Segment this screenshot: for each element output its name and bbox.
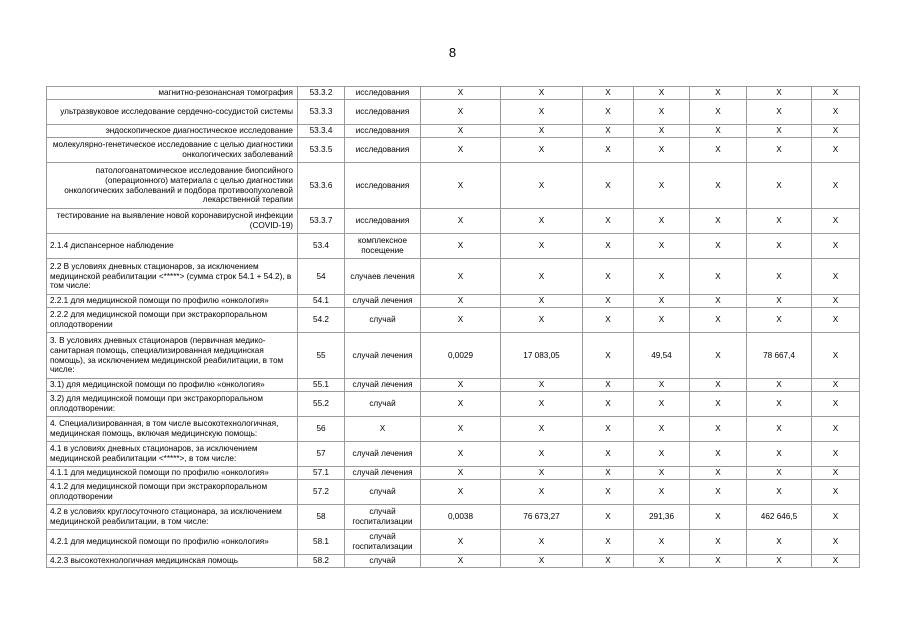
row-value-cell: X — [690, 234, 747, 259]
row-value-cell: X — [690, 333, 747, 379]
row-code-cell: 55.1 — [298, 379, 345, 392]
row-unit-cell: исследования — [345, 138, 421, 163]
row-value-cell: X — [583, 87, 634, 100]
row-unit-cell: случай лечения — [345, 442, 421, 467]
row-value-cell: X — [583, 209, 634, 234]
row-unit-cell: комплексное посещение — [345, 234, 421, 259]
table-row — [47, 209, 860, 234]
data-table — [46, 86, 860, 568]
row-name-cell: 4. Специализированная, в том числе высокотехнологичная, медицинская помощь, включая медицинскую помощь: — [47, 417, 298, 442]
row-value-cell: X — [501, 442, 583, 467]
row-unit-cell: случай — [345, 555, 421, 568]
table-row — [47, 442, 860, 467]
row-name-cell: 4.2 в условиях круглосуточного стационара, за исключением медицинской реабилитации, в том числе: — [47, 505, 298, 530]
row-name-cell: патологоанатомическое исследование биопсийного (операционного) материала с целью диагностики онкологических заболеваний и подбора противоопухолевой лекарственной терапии — [47, 163, 298, 209]
row-value-cell: X — [501, 163, 583, 209]
row-code-cell: 53.3.3 — [298, 100, 345, 125]
row-value-cell: X — [421, 259, 501, 295]
row-value-cell: X — [634, 163, 690, 209]
row-value-cell: X — [747, 467, 812, 480]
row-value-cell: 49,54 — [634, 333, 690, 379]
row-unit-cell: случай — [345, 480, 421, 505]
row-value-cell: X — [747, 259, 812, 295]
row-code-cell: 57 — [298, 442, 345, 467]
row-value-cell: X — [421, 234, 501, 259]
row-value-cell: X — [812, 392, 860, 417]
row-value-cell: X — [812, 259, 860, 295]
row-value-cell: X — [634, 442, 690, 467]
row-value-cell: X — [634, 467, 690, 480]
row-value-cell: X — [812, 379, 860, 392]
row-value-cell: X — [421, 125, 501, 138]
row-value-cell: 291,36 — [634, 505, 690, 530]
row-name-cell: 2.2.1 для медицинской помощи по профилю «онкология» — [47, 295, 298, 308]
row-value-cell: X — [634, 259, 690, 295]
row-code-cell: 53.3.5 — [298, 138, 345, 163]
row-unit-cell: исследования — [345, 87, 421, 100]
row-value-cell: X — [634, 138, 690, 163]
row-value-cell: X — [583, 308, 634, 333]
table-row — [47, 392, 860, 417]
row-value-cell: X — [501, 125, 583, 138]
row-value-cell: X — [747, 379, 812, 392]
row-value-cell: X — [634, 379, 690, 392]
row-code-cell: 54 — [298, 259, 345, 295]
row-value-cell: X — [501, 138, 583, 163]
row-value-cell: X — [583, 417, 634, 442]
row-value-cell: X — [690, 480, 747, 505]
row-value-cell: X — [583, 333, 634, 379]
row-value-cell: X — [583, 125, 634, 138]
table-row — [47, 138, 860, 163]
row-value-cell: X — [812, 467, 860, 480]
row-value-cell: X — [583, 163, 634, 209]
row-value-cell: X — [501, 295, 583, 308]
row-value-cell: X — [583, 234, 634, 259]
table-row — [47, 308, 860, 333]
row-value-cell: X — [747, 163, 812, 209]
row-value-cell: X — [812, 234, 860, 259]
row-value-cell: X — [501, 555, 583, 568]
row-value-cell: X — [501, 234, 583, 259]
row-value-cell: X — [812, 530, 860, 555]
row-value-cell: X — [812, 87, 860, 100]
row-value-cell: X — [421, 209, 501, 234]
table-row — [47, 530, 860, 555]
row-value-cell: X — [501, 87, 583, 100]
row-value-cell: X — [747, 442, 812, 467]
row-unit-cell: случай лечения — [345, 379, 421, 392]
table-row — [47, 505, 860, 530]
row-value-cell: X — [421, 480, 501, 505]
row-value-cell: X — [583, 442, 634, 467]
row-value-cell: X — [747, 209, 812, 234]
row-value-cell: X — [634, 295, 690, 308]
row-code-cell: 54.1 — [298, 295, 345, 308]
row-unit-cell: случай лечения — [345, 467, 421, 480]
row-value-cell: X — [583, 138, 634, 163]
row-value-cell: X — [690, 125, 747, 138]
row-value-cell: X — [421, 138, 501, 163]
row-name-cell: 3. В условиях дневных стационаров (первичная медико-санитарная помощь, специализированная медицинская помощь), за исключением медицинской реабилитации, в том числе: — [47, 333, 298, 379]
row-value-cell: X — [747, 555, 812, 568]
row-value-cell: X — [690, 163, 747, 209]
row-value-cell: X — [812, 555, 860, 568]
row-code-cell: 53.3.4 — [298, 125, 345, 138]
row-value-cell: X — [812, 209, 860, 234]
row-value-cell: 78 667,4 — [747, 333, 812, 379]
row-value-cell: X — [690, 308, 747, 333]
row-value-cell: X — [501, 209, 583, 234]
row-code-cell: 55.2 — [298, 392, 345, 417]
row-unit-cell: исследования — [345, 125, 421, 138]
row-unit-cell: случай — [345, 308, 421, 333]
row-name-cell: 4.2.1 для медицинской помощи по профилю «онкология» — [47, 530, 298, 555]
table-row — [47, 417, 860, 442]
row-unit-cell: случай лечения — [345, 295, 421, 308]
row-value-cell: X — [501, 100, 583, 125]
row-value-cell: X — [690, 555, 747, 568]
row-value-cell: X — [812, 480, 860, 505]
row-name-cell: 2.2 В условиях дневных стационаров, за исключением медицинской реабилитации <*****> (сумма строк 54.1 + 54.2), в том числе: — [47, 259, 298, 295]
table-body — [47, 87, 860, 568]
row-value-cell: X — [747, 87, 812, 100]
row-name-cell: 4.1.2 для медицинской помощи при экстракорпоральном оплодотворении — [47, 480, 298, 505]
row-code-cell: 53.3.7 — [298, 209, 345, 234]
table-row — [47, 555, 860, 568]
row-name-cell: 3.1) для медицинской помощи по профилю «онкология» — [47, 379, 298, 392]
row-value-cell: X — [421, 392, 501, 417]
table-row — [47, 87, 860, 100]
row-value-cell: X — [690, 467, 747, 480]
row-value-cell: X — [812, 417, 860, 442]
table-row — [47, 125, 860, 138]
row-code-cell: 53.4 — [298, 234, 345, 259]
row-value-cell: X — [747, 417, 812, 442]
row-code-cell: 57.2 — [298, 480, 345, 505]
row-value-cell: X — [747, 392, 812, 417]
row-value-cell: X — [634, 209, 690, 234]
table-row — [47, 379, 860, 392]
table-row — [47, 100, 860, 125]
row-value-cell: X — [747, 480, 812, 505]
row-name-cell: 3.2) для медицинской помощи при экстракорпоральном оплодотворении: — [47, 392, 298, 417]
row-value-cell: X — [812, 333, 860, 379]
row-value-cell: X — [690, 100, 747, 125]
row-value-cell: X — [690, 379, 747, 392]
row-code-cell: 54.2 — [298, 308, 345, 333]
row-value-cell: X — [501, 467, 583, 480]
row-value-cell: X — [501, 259, 583, 295]
row-value-cell: X — [583, 259, 634, 295]
row-name-cell: 2.2.2 для медицинской помощи при экстракорпоральном оплодотворении — [47, 308, 298, 333]
row-value-cell: X — [812, 308, 860, 333]
row-name-cell: ультразвуковое исследование сердечно-сосудистой системы — [47, 100, 298, 125]
row-value-cell: X — [812, 100, 860, 125]
page-number: 8 — [448, 45, 457, 60]
row-code-cell: 55 — [298, 333, 345, 379]
row-unit-cell: случай госпитализации — [345, 505, 421, 530]
row-value-cell: X — [501, 308, 583, 333]
row-value-cell: X — [583, 530, 634, 555]
row-value-cell: X — [421, 530, 501, 555]
row-value-cell: X — [634, 308, 690, 333]
row-code-cell: 58.2 — [298, 555, 345, 568]
row-name-cell: молекулярно-генетическое исследование с целью диагностики онкологических заболеваний — [47, 138, 298, 163]
row-value-cell: X — [690, 209, 747, 234]
row-name-cell: 4.1 в условиях дневных стационаров, за исключением медицинской реабилитации <*****>, в том числе: — [47, 442, 298, 467]
row-value-cell: X — [421, 467, 501, 480]
row-value-cell: X — [747, 125, 812, 138]
row-value-cell: X — [421, 417, 501, 442]
row-value-cell: X — [690, 505, 747, 530]
row-name-cell: магнитно-резонансная томография — [47, 87, 298, 100]
row-name-cell: эндоскопическое диагностическое исследование — [47, 125, 298, 138]
row-value-cell: X — [501, 417, 583, 442]
row-value-cell: X — [583, 100, 634, 125]
row-value-cell: X — [583, 392, 634, 417]
row-value-cell: X — [747, 100, 812, 125]
row-value-cell: X — [690, 87, 747, 100]
row-value-cell: X — [690, 392, 747, 417]
table-row — [47, 163, 860, 209]
row-unit-cell: исследования — [345, 209, 421, 234]
row-value-cell: X — [421, 163, 501, 209]
row-value-cell: X — [690, 295, 747, 308]
row-unit-cell: случай лечения — [345, 333, 421, 379]
row-value-cell: X — [812, 442, 860, 467]
table-row — [47, 295, 860, 308]
row-code-cell: 56 — [298, 417, 345, 442]
row-name-cell: 4.1.1 для медицинской помощи по профилю «онкология» — [47, 467, 298, 480]
row-value-cell: X — [421, 555, 501, 568]
row-value-cell: X — [583, 467, 634, 480]
table-row — [47, 480, 860, 505]
row-value-cell: X — [690, 442, 747, 467]
row-unit-cell: случай госпитализации — [345, 530, 421, 555]
row-unit-cell: случаев лечения — [345, 259, 421, 295]
row-value-cell: X — [747, 138, 812, 163]
row-code-cell: 53.3.2 — [298, 87, 345, 100]
table-row — [47, 259, 860, 295]
row-value-cell: X — [812, 295, 860, 308]
row-value-cell: 17 083,05 — [501, 333, 583, 379]
row-value-cell: X — [501, 480, 583, 505]
row-value-cell: 0,0029 — [421, 333, 501, 379]
row-unit-cell: X — [345, 417, 421, 442]
row-code-cell: 58 — [298, 505, 345, 530]
row-value-cell: X — [501, 379, 583, 392]
row-value-cell: X — [690, 138, 747, 163]
row-value-cell: X — [634, 392, 690, 417]
row-code-cell: 58.1 — [298, 530, 345, 555]
row-value-cell: X — [634, 555, 690, 568]
row-value-cell: X — [747, 234, 812, 259]
row-value-cell: X — [634, 87, 690, 100]
row-value-cell: X — [634, 480, 690, 505]
table-row — [47, 467, 860, 480]
row-value-cell: X — [747, 308, 812, 333]
row-name-cell: 4.2.3 высокотехнологичная медицинская помощь — [47, 555, 298, 568]
row-value-cell: X — [747, 530, 812, 555]
row-value-cell: X — [690, 530, 747, 555]
row-value-cell: X — [421, 379, 501, 392]
row-value-cell: X — [583, 480, 634, 505]
row-name-cell: 2.1.4 диспансерное наблюдение — [47, 234, 298, 259]
row-value-cell: X — [634, 530, 690, 555]
row-value-cell: X — [583, 379, 634, 392]
row-value-cell: X — [812, 163, 860, 209]
row-value-cell: 76 673,27 — [501, 505, 583, 530]
row-code-cell: 53.3.6 — [298, 163, 345, 209]
row-value-cell: X — [634, 234, 690, 259]
row-unit-cell: случай — [345, 392, 421, 417]
table-row — [47, 333, 860, 379]
row-value-cell: X — [421, 87, 501, 100]
row-name-cell: тестирование на выявление новой коронавирусной инфекции (COVID-19) — [47, 209, 298, 234]
row-value-cell: X — [634, 125, 690, 138]
table-row — [47, 234, 860, 259]
row-value-cell: 0,0038 — [421, 505, 501, 530]
row-value-cell: X — [812, 505, 860, 530]
row-value-cell: X — [634, 100, 690, 125]
row-value-cell: X — [501, 530, 583, 555]
row-code-cell: 57.1 — [298, 467, 345, 480]
row-value-cell: X — [583, 555, 634, 568]
row-unit-cell: исследования — [345, 100, 421, 125]
row-value-cell: X — [583, 505, 634, 530]
row-value-cell: X — [812, 125, 860, 138]
row-value-cell: X — [690, 259, 747, 295]
row-value-cell: 462 646,5 — [747, 505, 812, 530]
row-value-cell: X — [501, 392, 583, 417]
row-value-cell: X — [812, 138, 860, 163]
row-unit-cell: исследования — [345, 163, 421, 209]
row-value-cell: X — [421, 308, 501, 333]
row-value-cell: X — [634, 417, 690, 442]
row-value-cell: X — [583, 295, 634, 308]
row-value-cell: X — [747, 295, 812, 308]
row-value-cell: X — [421, 442, 501, 467]
row-value-cell: X — [421, 100, 501, 125]
row-value-cell: X — [421, 295, 501, 308]
row-value-cell: X — [690, 417, 747, 442]
